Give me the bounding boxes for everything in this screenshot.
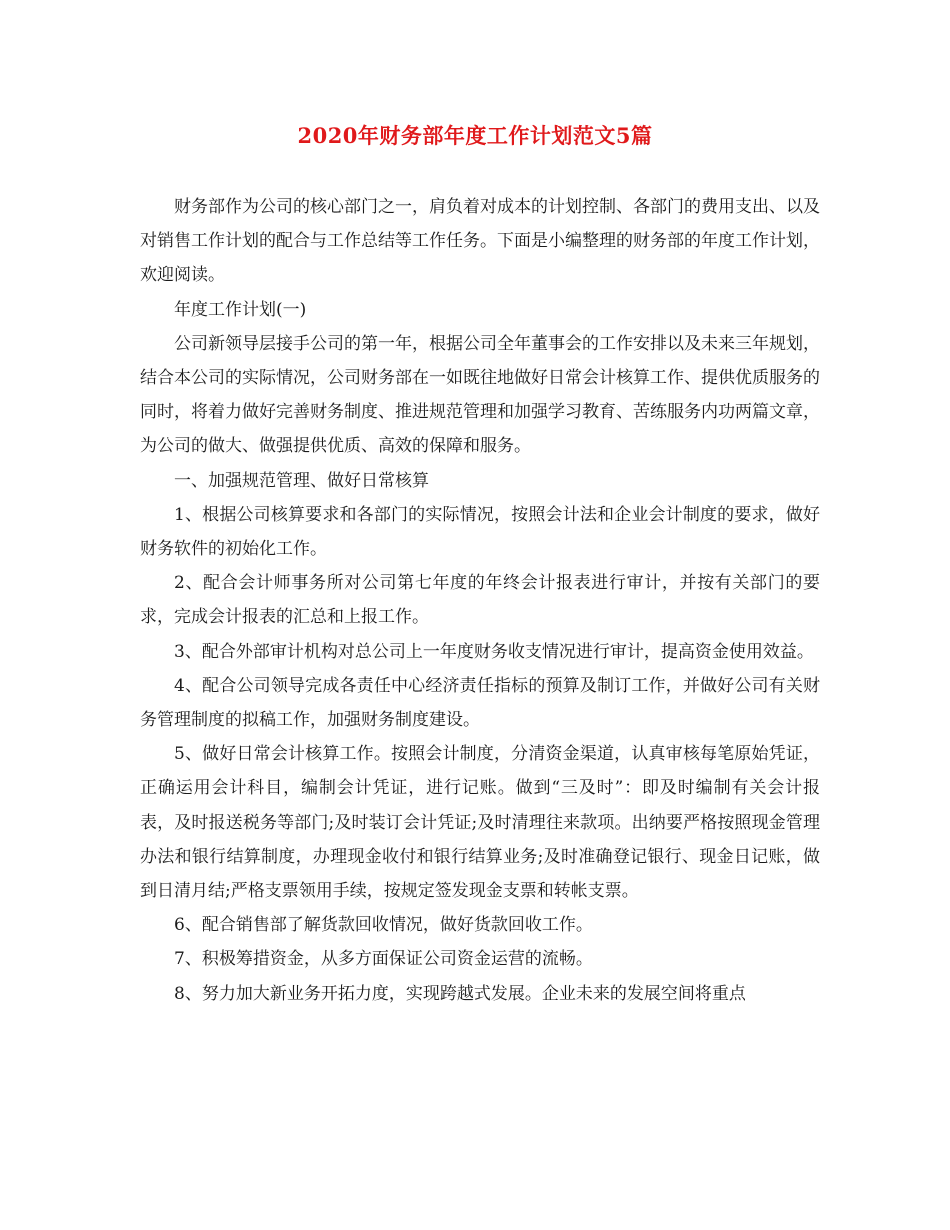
list-item-5: 5、做好日常会计核算工作。按照会计制度，分清资金渠道，认真审核每笔原始凭证，正确运用会计科目，编制会计凭证，进行记账。做到“三及时”：即及时编制有关会计报表，及时报送税务等部门;及时装订会计凭证;及时清理往来款项。出纳要严格按照现金管理办法和银行结算制度，办理现金收付和银行结算业务;及时准确登记银行、现金日记账，做到日清月结;严格支票领用手续，按规定签发现金支票和转帐支票。 (140, 744, 820, 902)
document-body (140, 190, 820, 1011)
paragraph-overview: 公司新领导层接手公司的第一年，根据公司全年董事会的工作安排以及未来三年规划，结合本公司的实际情况，公司财务部在一如既往地做好日常会计核算工作、提供优质服务的同时，将着力做好完善财务制度、推进规范管理和加强学习教育、苦练服务内功两篇文章，为公司的做大、做强提供优质、高效的保障和服务。 (140, 333, 820, 457)
list-item-4: 4、配合公司领导完成各责任中心经济责任指标的预算及制订工作，并做好公司有关财务管理制度的拟稿工作，加强财务制度建设。 (140, 675, 820, 731)
list-item-6: 6、配合销售部了解货款回收情况，做好货款回收工作。 (174, 915, 593, 936)
list-item-1: 1、根据公司核算要求和各部门的实际情况，按照会计法和企业会计制度的要求，做好财务软件的初始化工作。 (140, 504, 820, 560)
list-item-8: 8、努力加大新业务开拓力度，实现跨越式发展。企业未来的发展空间将重点 (174, 983, 746, 1004)
section-heading-plan-1: 年度工作计划(一) (174, 299, 307, 320)
section-heading-management: 一、加强规范管理、做好日常核算 (174, 470, 429, 491)
list-item-7: 7、积极筹措资金，从多方面保证公司资金运营的流畅。 (174, 949, 593, 970)
paragraph-intro: 财务部作为公司的核心部门之一，肩负着对成本的计划控制、各部门的费用支出、以及对销售工作计划的配合与工作总结等工作任务。下面是小编整理的财务部的年度工作计划，欢迎阅读。 (140, 197, 820, 286)
document-title: 2020年财务部年度工作计划范文5篇 (297, 123, 653, 148)
list-item-3: 3、配合外部审计机构对总公司上一年度财务收支情况进行审计，提高资金使用效益。 (174, 641, 814, 662)
list-item-2: 2、配合会计师事务所对公司第七年度的年终会计报表进行审计，并按有关部门的要求，完成会计报表的汇总和上报工作。 (140, 573, 820, 628)
